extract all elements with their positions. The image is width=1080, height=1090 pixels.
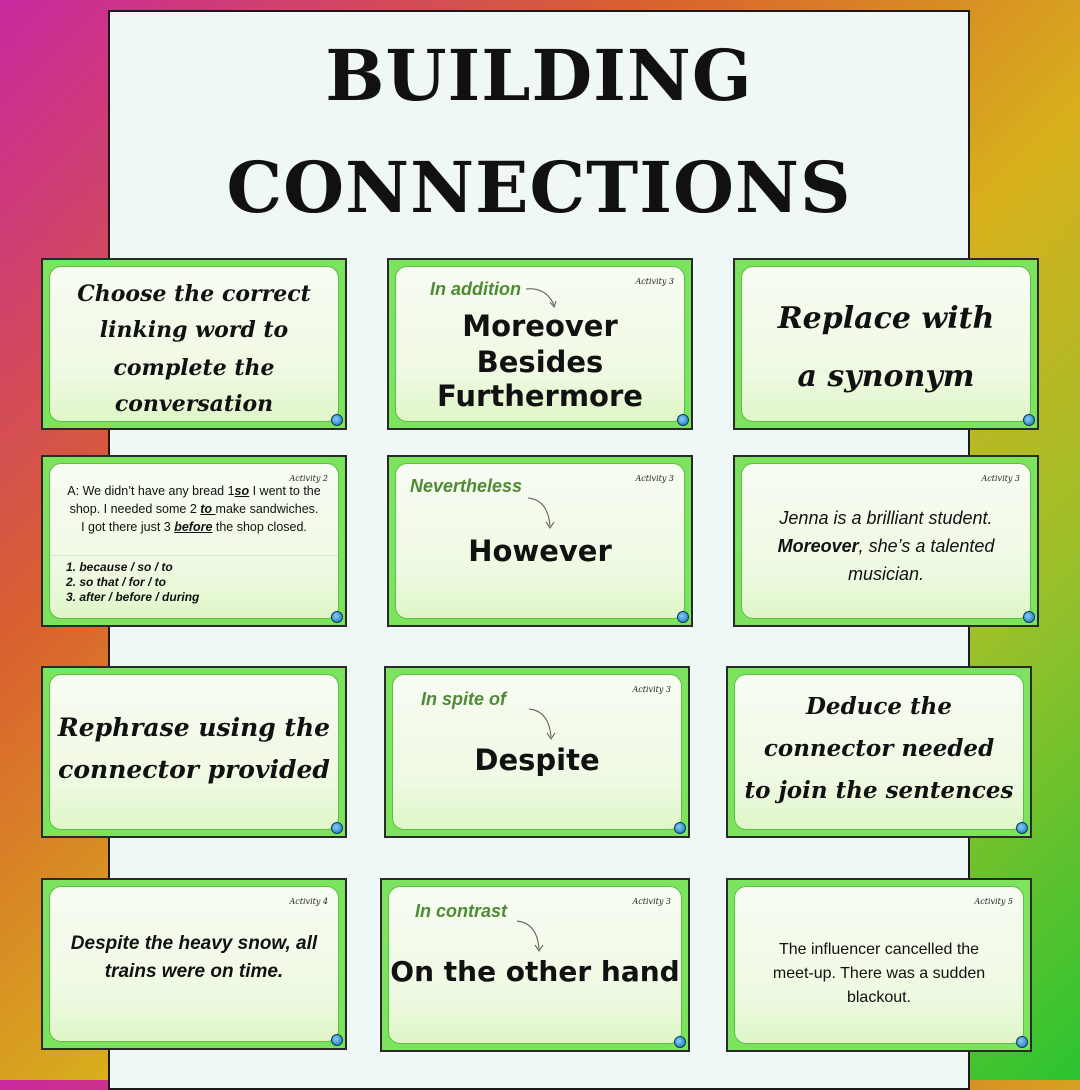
synonym-word: Furthermore [437, 379, 643, 413]
text-segment: make sandwiches. [215, 502, 319, 516]
activity-badge: Activity 3 [635, 277, 674, 286]
card-however [387, 455, 693, 627]
card-face [388, 886, 682, 1044]
text-segment: A: We didn’t have any bread 1 [67, 484, 235, 498]
activity-badge: Activity 3 [635, 474, 674, 483]
example-line: musician. [847, 564, 925, 584]
card-face [49, 266, 339, 422]
synonym-word: However [468, 534, 612, 568]
text-segment: I went to the [249, 484, 321, 498]
curved-arrow-icon [515, 917, 555, 957]
example-line: blackout. [846, 989, 912, 1006]
card-text-line: complete the [113, 355, 275, 381]
card-text-line: conversation [114, 391, 274, 417]
answer-word: so [234, 484, 250, 498]
card-text-line: connector needed [763, 735, 995, 762]
title-line-2: CONNECTIONS [226, 146, 852, 229]
conversation-line [60, 520, 328, 534]
example-line: Despite the heavy snow, all [70, 933, 318, 954]
card-jenna-example [733, 455, 1039, 627]
text-segment: shop. I needed some 2 [69, 502, 201, 516]
connector-word: Moreover [777, 536, 859, 556]
card-text-line: connector provided [58, 755, 330, 784]
activity-badge: Activity 5 [974, 897, 1013, 906]
card-face [734, 674, 1024, 830]
logo-icon [331, 414, 343, 426]
card-face [395, 463, 685, 619]
card-face [734, 886, 1024, 1044]
synonym-word: Moreover [462, 309, 618, 343]
example-line: trains were on time. [104, 961, 284, 982]
logo-icon [677, 414, 689, 426]
curved-arrow-icon [527, 705, 567, 745]
text-segment: I got there just 3 [81, 520, 175, 534]
activity-badge: Activity 4 [289, 897, 328, 906]
option-line: 3. after / before / during [66, 590, 200, 604]
text-segment: the shop closed. [212, 520, 307, 534]
card-text-line: Choose the correct [77, 281, 311, 307]
conversation-line [60, 484, 328, 498]
card-rephrase [41, 666, 347, 838]
card-face [395, 266, 685, 422]
answer-word: to [200, 502, 216, 516]
logo-icon [1023, 414, 1035, 426]
activity-badge: Activity 3 [981, 474, 1020, 483]
logo-icon [674, 1036, 686, 1048]
logo-icon [331, 1034, 343, 1046]
card-text-line: to join the sentences [744, 777, 1014, 804]
text-segment: , she’s a talented [858, 536, 995, 556]
card-moreover [387, 258, 693, 430]
card-choose-linking-word [41, 258, 347, 430]
curved-arrow-icon [526, 494, 566, 534]
example-line: meet-up. There was a sudden [772, 965, 986, 982]
card-despite [384, 666, 690, 838]
option-line: 1. because / so / to [66, 560, 173, 574]
logo-icon [331, 611, 343, 623]
conversation-line [60, 502, 328, 516]
answer-word: before [174, 520, 213, 534]
synonym-word: Besides [476, 345, 604, 379]
card-face [392, 674, 682, 830]
card-replace-synonym [733, 258, 1039, 430]
card-conversation-exercise [41, 455, 347, 627]
example-line: Jenna is a brilliant student. [779, 508, 993, 528]
card-influencer-example [726, 878, 1032, 1052]
card-face [49, 886, 339, 1042]
logo-icon [674, 822, 686, 834]
card-despite-example [41, 878, 347, 1050]
card-deduce-connector [726, 666, 1032, 838]
example-line [752, 536, 1020, 557]
synonym-word: On the other hand [390, 955, 680, 988]
option-line: 2. so that / for / to [66, 575, 167, 589]
divider [50, 555, 338, 556]
synonym-word: Despite [474, 743, 600, 777]
activity-badge: Activity 3 [632, 685, 671, 694]
title-line-1: BUILDING [325, 34, 753, 117]
hint-phrase: Nevertheless [410, 476, 523, 496]
card-text-line: linking word to [99, 317, 289, 343]
card-face [741, 266, 1031, 422]
hint-phrase: In contrast [415, 901, 508, 921]
card-text-line: a synonym [797, 359, 975, 394]
card-face [49, 463, 339, 619]
card-on-the-other-hand [380, 878, 690, 1052]
card-face [741, 463, 1031, 619]
logo-icon [331, 822, 343, 834]
logo-icon [677, 611, 689, 623]
card-text-line: Rephrase using the [57, 713, 331, 742]
card-face [49, 674, 339, 830]
activity-badge: Activity 2 [289, 474, 328, 483]
card-text-line: Replace with [777, 301, 995, 336]
hint-phrase: In spite of [421, 689, 506, 709]
card-text-line: Deduce the [805, 693, 952, 720]
logo-icon [1016, 822, 1028, 834]
logo-icon [1023, 611, 1035, 623]
hint-phrase: In addition [430, 279, 521, 299]
example-line: The influencer cancelled the [778, 941, 980, 958]
activity-badge: Activity 3 [632, 897, 671, 906]
logo-icon [1016, 1036, 1028, 1048]
